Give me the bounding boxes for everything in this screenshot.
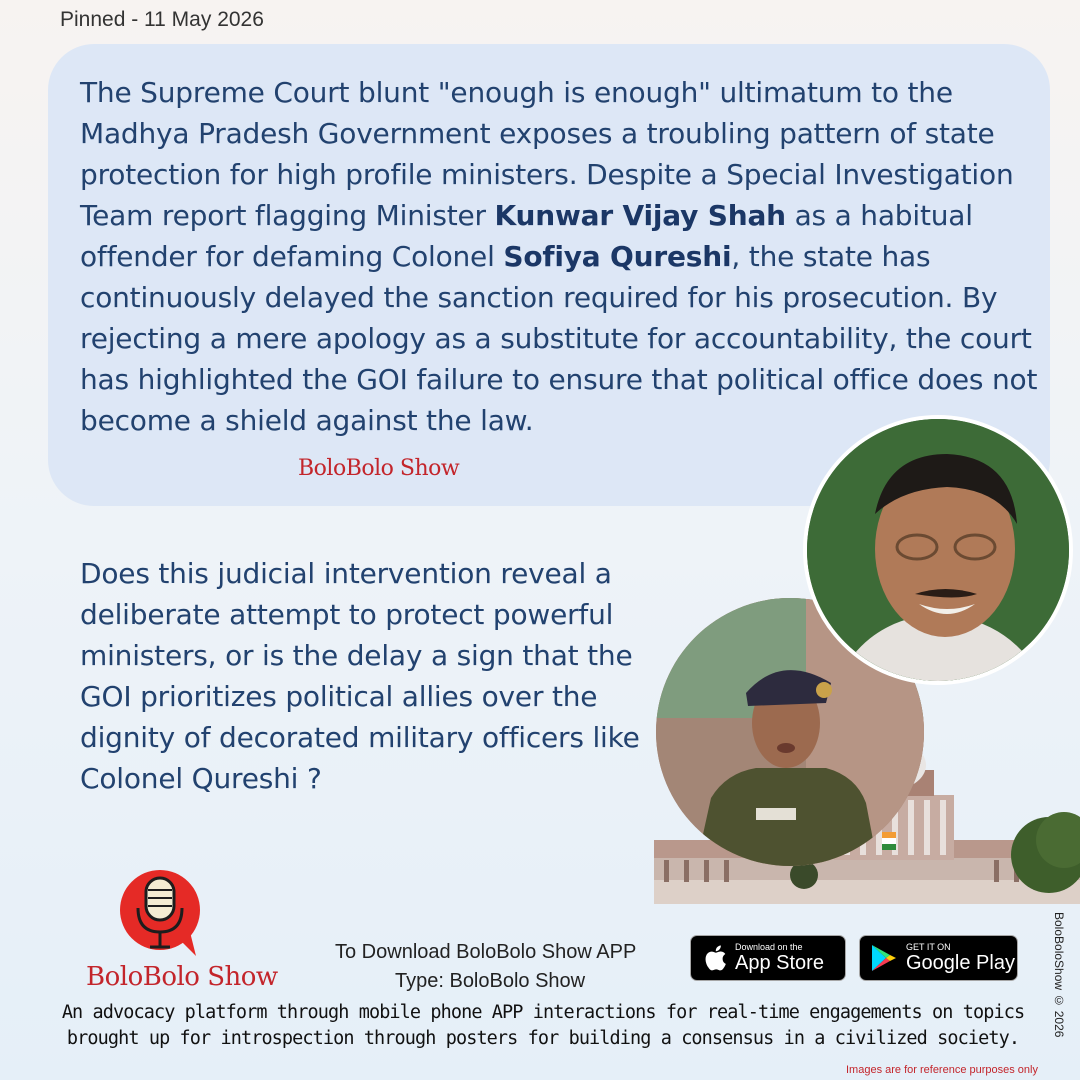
main-post-part2: as a habitual offender for defaming Colonel [80, 199, 973, 273]
brand-name-logo: BoloBolo Show [86, 962, 278, 992]
google-play-button[interactable] [859, 935, 1018, 981]
minister-name: Kunwar Vijay Shah [494, 199, 786, 232]
copyright-notice: BoloBoloShow © 2026 [1052, 912, 1066, 1038]
image-disclaimer: Images are for reference purposes only [846, 1064, 1038, 1076]
app-store-button[interactable] [690, 935, 846, 981]
question-text: Does this judicial intervention reveal a deliberate attempt to protect powerful ministers, or is the delay a sign that the GOI prioritizes political allies over the dignity of decorated military officers like Colonel Qureshi ? [80, 557, 640, 795]
download-line-2: Type: BoloBolo Show [395, 970, 586, 992]
main-post-text [80, 72, 1045, 441]
download-instructions [335, 938, 665, 996]
bolobolo-logo [118, 868, 208, 958]
google-play-small-text: GET IT ON [906, 942, 951, 952]
google-play-icon [871, 944, 897, 972]
colonel-name: Sofiya Qureshi [503, 240, 732, 273]
apple-icon [703, 944, 727, 972]
pinned-date-label: Pinned - 11 May 2026 [60, 8, 264, 31]
download-line-1: To Download BoloBolo Show APP [335, 941, 637, 963]
footer-description: An advocacy platform through mobile phone APP interactions for real-time engagements on topics brought up for introspection through posters for building a consensus in a civilized society. [61, 1002, 1025, 1049]
minister-photo [803, 415, 1073, 685]
main-post-part1: The Supreme Court blunt "enough is enough" ultimatum to the Madhya Pradesh Government exposes a troubling pattern of state protection for high profile ministers. Despite a Special Investigation Team report flagging Minister [80, 76, 1014, 232]
app-store-small-text: Download on the [735, 942, 803, 952]
google-play-big-text: Google Play [906, 952, 1015, 974]
main-post-part3: , the state has continuously delayed the sanction required for his prosecution. By rejecting a mere apology as a substitute for accountability, the court has highlighted the GOI failure to ensure that political office does not become a shield against the law. [80, 240, 1038, 437]
app-store-big-text: App Store [735, 952, 824, 974]
brand-watermark: BoloBolo Show [298, 456, 460, 481]
